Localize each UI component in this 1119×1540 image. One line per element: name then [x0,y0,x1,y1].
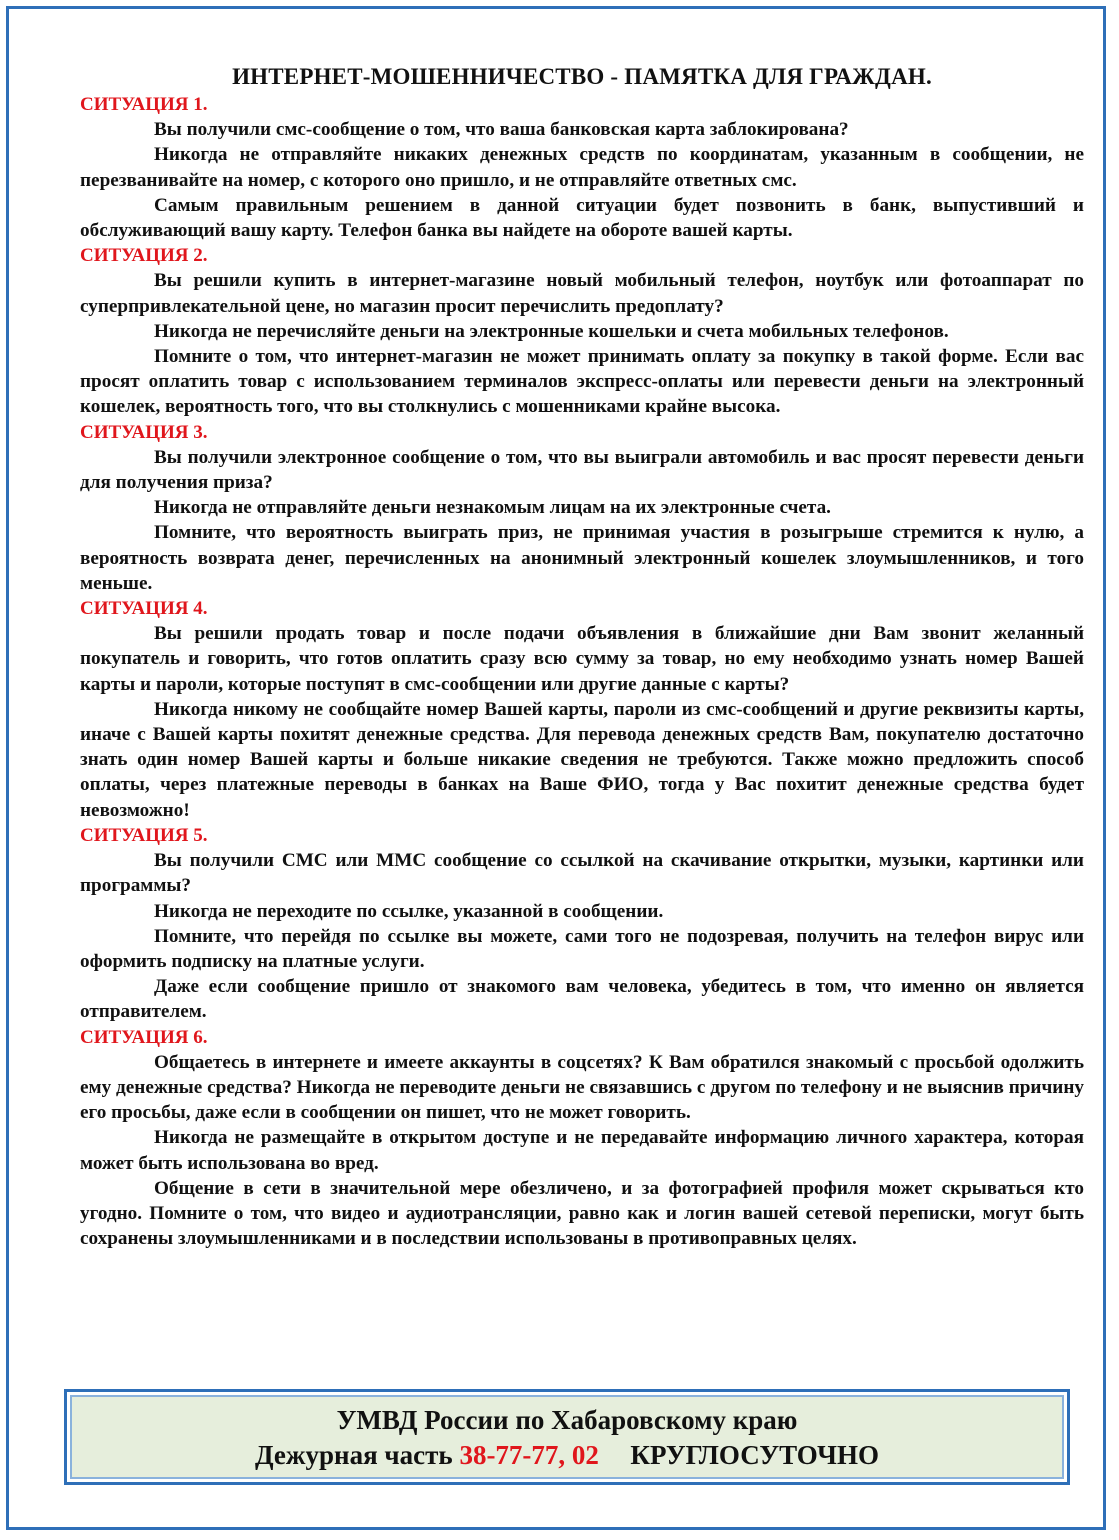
situation-paragraph: Общение в сети в значительной мере обезличено, и за фотографией профиля может скрываться кто угодно. Помните о том, что видео и аудиотрансляции, равно как и логин вашей сетевой переписки, могут быть сохранены злоумышленниками и в последствии использованы в противоправных целях. [80,1177,1084,1250]
situation-paragraph: Помните, что вероятность выиграть приз, не принимая участия в розыгрыше стремится к нулю, а вероятность возврата денег, перечисленных на анонимный электронный кошелек злоумышленников, и того меньше. [80,522,1084,594]
situation-paragraph: Даже если сообщение пришло от знакомого вам человека, убедитесь в том, что именно он является отправителем. [80,976,1084,1023]
situation-paragraph: Вы получили СМС или ММС сообщение со ссылкой на скачивание открытки, музыки, картинки или программы? [80,850,1084,897]
footer-org: УМВД России по Хабаровскому краю [336,1405,798,1435]
situation-block [80,420,1084,596]
situation-block [80,92,1084,243]
situation-paragraph: Вы решили продать товар и после подачи объявления в ближайшие дни Вам звонит желанный покупатель и говорить, что готов оплатить сразу всю сумму за товар, но ему необходимо узнать номер Вашей карты и пароли, которые поступят в смс-сообщении или другие данные с карты? [80,623,1084,695]
situation-paragraph: Помните о том, что интернет-магазин не может принимать оплату за покупку в такой форме. Если вас просят оплатить товар с использованием терминалов экспресс-оплаты или перевести деньги на электронный кошелек, вероятность того, что вы столкнулись с мошенниками крайне высока. [80,346,1084,418]
situation-paragraph: Никогда не переходите по ссылке, указанной в сообщении. [154,900,664,922]
footer-phones: 38-77-77, 02 [459,1440,599,1470]
situation-paragraph: Вы получили смс-сообщение о том, что ваша банковская карта заблокирована? [154,119,849,141]
situation-paragraph: Никогда не отправляйте никаких денежных средств по координатам, указанным в сообщении, не перезванивайте на номер, с которого оно пришло, и не отправляйте ответных смс. [80,144,1084,191]
situation-paragraph: Никогда не размещайте в открытом доступе и не передавайте информацию личного характера, которая может быть использована во вред. [80,1127,1084,1174]
situation-heading: СИТУАЦИЯ 5. [80,824,208,846]
situation-paragraph: Общаетесь в интернете и имеете аккаунты в соцсетях? К Вам обратился знакомый с просьбой одолжить ему денежные средства? Никогда не переводите деньги не связавшись с другом по телефону и не выяснив причину его просьбы, даже если в сообщении он пишет, что не может говорить. [80,1051,1084,1124]
page-title: ИНТЕРНЕТ-МОШЕННИЧЕСТВО - ПАМЯТКА ДЛЯ ГРАЖДАН. [232,64,932,89]
situation-paragraph: Самым правильным решением в данной ситуации будет позвонить в банк, выпустивший и обслуживающий вашу карту. Телефон банка вы найдете на обороте вашей карты. [80,194,1084,242]
contact-footer-inner [70,1395,1064,1479]
footer-duty-line [72,1437,1062,1473]
footer-duty-label: Дежурная часть [255,1440,453,1470]
situation-heading: СИТУАЦИЯ 6. [80,1026,208,1048]
situations-list [80,92,1084,1251]
situation-block [80,243,1084,419]
situation-heading: СИТУАЦИЯ 3. [80,421,208,443]
situation-block [80,1025,1084,1252]
situation-paragraph: Вы получили электронное сообщение о том, что вы выиграли автомобиль и вас просят перевести деньги для получения приза? [80,446,1084,494]
situation-paragraph: Вы решили купить в интернет-магазине новый мобильный телефон, ноутбук или фотоаппарат по суперпривлекательной цене, но магазин просит перечислить предоплату? [80,270,1084,317]
situation-paragraph: Помните, что перейдя по ссылке вы можете, сами того не подозревая, получить на телефон вирус или оформить подписку на платные услуги. [80,925,1084,972]
situation-heading: СИТУАЦИЯ 2. [80,245,208,267]
situation-paragraph: Никогда не перечисляйте деньги на электронные кошельки и счета мобильных телефонов. [154,320,949,342]
situation-paragraph: Никогда не отправляйте деньги незнакомым лицам на их электронные счета. [154,497,831,519]
situation-block [80,823,1084,1025]
situation-heading: СИТУАЦИЯ 4. [80,598,208,620]
situation-block [80,596,1084,823]
memo-content [80,62,1084,1251]
situation-paragraph: Никогда никому не сообщайте номер Вашей карты, пароли из смс-сообщений и другие реквизиты карты, иначе с Вашей карты похитят денежные средства. Для перевода денежных средств Вам, покупателю достаточно знать один номер Вашей карты и больше никакие сведения не требуются. Также можно предложить способ оплаты, через платежные переводы в банках на Ваше ФИО, тогда у Вас похитит денежные средства будет невозможно! [80,698,1084,821]
contact-footer [64,1389,1070,1485]
footer-hours: КРУГЛОСУТОЧНО [630,1440,879,1470]
situation-heading: СИТУАЦИЯ 1. [80,94,208,115]
